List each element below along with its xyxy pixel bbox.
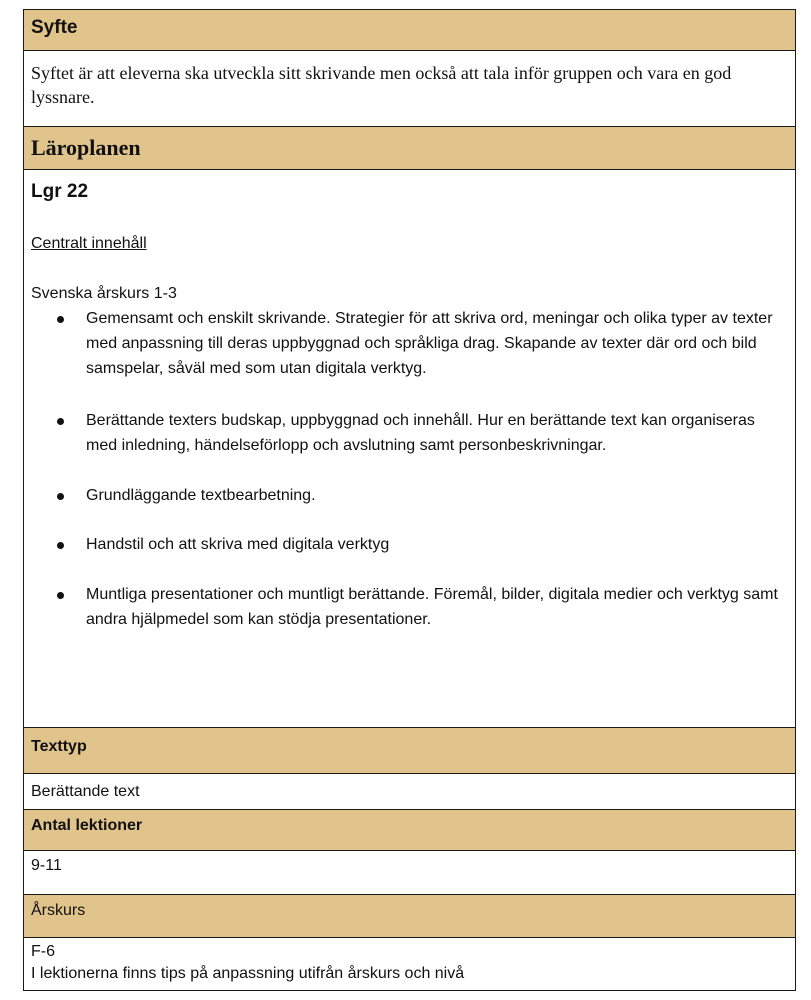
syfte-header-row <box>24 10 795 51</box>
arskurs-note: I lektionerna finns tips på anpassning utifrån årskurs och nivå <box>31 965 465 982</box>
content-list <box>24 306 785 632</box>
antal-lektioner-header-row <box>24 810 795 851</box>
syfte-heading: Syfte <box>31 17 78 38</box>
arskurs-value: F-6 <box>31 943 55 960</box>
list-item: Berättande texters budskap, uppbyggnad och innehåll. Hur en berättande text kan organiseras med inledning, händelseförlopp och avslutning samt personbeskrivningar. <box>24 408 785 458</box>
list-item: Gemensamt och enskilt skrivande. Strategier för att skriva ord, meningar och olika typer av texter med anpassning till deras uppbyggnad och språkliga drag. Skapande av texter där ord och bild samspelar, såväl med som utan digitala verktyg. <box>24 306 785 381</box>
list-item: Grundläggande textbearbetning. <box>24 483 785 508</box>
laroplanen-heading: Läroplanen <box>31 135 141 160</box>
centralt-innehall-heading: Centralt innehåll <box>31 235 147 252</box>
bullet-icon <box>57 418 64 425</box>
texttyp-header-row <box>24 728 795 774</box>
bullet-icon <box>57 542 64 549</box>
list-item: Muntliga presentationer och muntligt berättande. Föremål, bilder, digitala medier och verktyg samt andra hjälpmedel som kan stödja presentationer. <box>24 582 785 632</box>
syfte-body-row <box>24 51 795 127</box>
course-label: Svenska årskurs 1-3 <box>31 285 177 302</box>
texttyp-value: Berättande text <box>31 783 140 800</box>
bullet-icon <box>57 592 64 599</box>
arskurs-body-row <box>24 938 795 990</box>
syfte-text: Syftet är att eleverna ska utveckla sitt skrivande men också att tala inför gruppen och vara en god lyssnare. <box>31 63 732 107</box>
lgr-label: Lgr 22 <box>31 181 89 202</box>
list-item: Handstil och att skriva med digitala verktyg <box>24 532 785 557</box>
antal-lektioner-body-row <box>24 851 795 895</box>
laroplanen-header-row <box>24 127 795 170</box>
texttyp-heading: Texttyp <box>31 738 87 755</box>
arskurs-heading: Årskurs <box>31 902 86 919</box>
laroplanen-body-row <box>24 170 795 728</box>
bullet-icon <box>57 493 64 500</box>
antal-lektioner-value: 9-11 <box>31 857 62 874</box>
antal-lektioner-heading: Antal lektioner <box>31 817 143 834</box>
arskurs-header-row <box>24 895 795 938</box>
texttyp-body-row <box>24 774 795 810</box>
bullet-icon <box>57 316 64 323</box>
lesson-plan-table <box>23 9 796 991</box>
